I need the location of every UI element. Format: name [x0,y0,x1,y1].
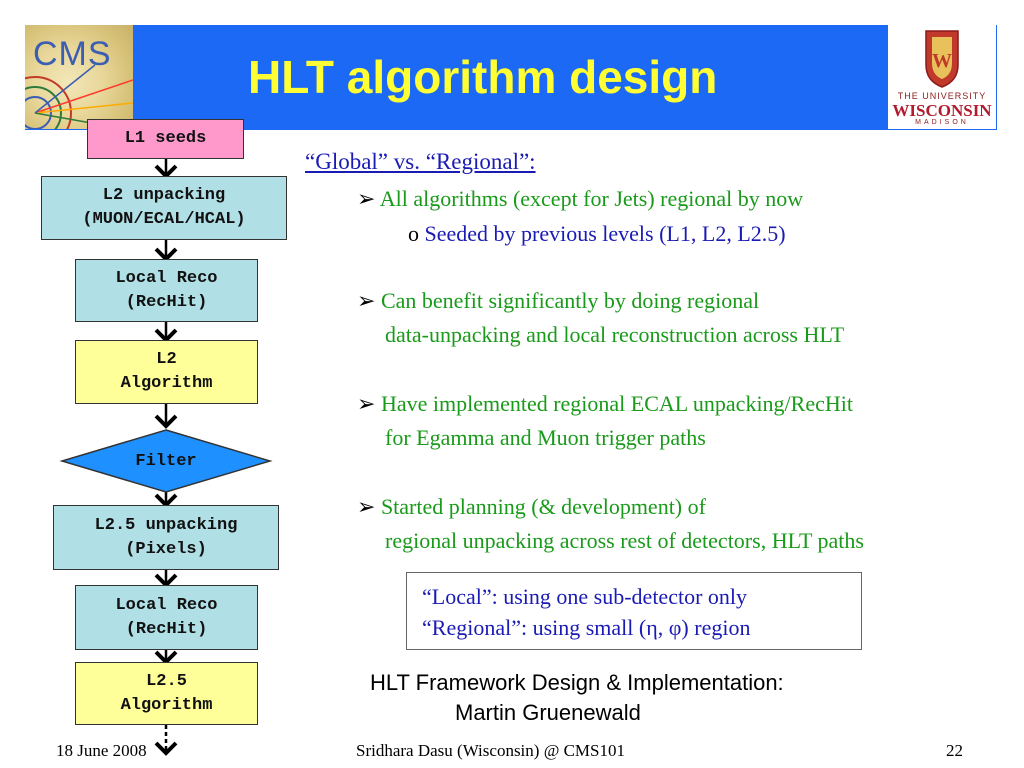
footer-page-number: 22 [946,741,963,760]
bullet-2 [357,288,759,314]
section-heading: “Global” vs. “Regional”: [305,149,536,174]
credit-line2: Martin Gruenewald [455,700,641,725]
l2-unpacking-line1: L2 unpacking [102,186,226,205]
l2-algorithm-line1: L2 [156,350,177,369]
local-reco-2-line1: Local Reco [115,595,218,615]
filter-box [106,449,226,475]
uw-line1: THE UNIVERSITY [897,91,987,101]
l2-unpacking-line2: (MUON/ECAL/HCAL) [82,210,246,229]
bullet-4-cont: regional unpacking across rest of detectors, HLT paths [385,528,864,553]
sub-bullet-1-text: Seeded by previous levels (L1, L2, L2.5) [424,221,786,246]
page-title: HLT algorithm design [248,51,718,103]
l1-seeds-label: L1 seeds [124,129,207,148]
filter-label: Filter [135,452,197,471]
l25-algorithm-box [75,662,258,725]
svg-text:W: W [932,50,952,72]
footer-author: Sridhara Dasu (Wisconsin) @ CMS101 [356,741,626,760]
local-reco-1-line1: Local Reco [115,268,218,288]
bullet-2-cont: data-unpacking and local reconstruction across HLT [385,322,845,347]
bullet-4-line1: Started planning (& development) of [380,494,706,519]
circle-bullet-icon: o [408,221,425,246]
bullet-4 [357,494,706,520]
l25-unpacking-box [53,505,279,570]
l25-algorithm-line1: L2.5 [146,671,187,691]
bullet-2-line1: Can benefit significantly by doing regional [380,288,760,313]
credit-line1: HLT Framework Design & Implementation: [370,670,784,695]
bullet-3-cont: for Egamma and Muon trigger paths [385,425,706,450]
arrow-bullet-icon: ➢ [357,288,381,313]
l25-algorithm-line2: Algorithm [120,695,213,715]
bullet-1-text: All algorithms (except for Jets) regional by now [379,186,804,211]
definition-local: “Local”: using one sub-detector only [422,584,748,609]
arrow-bullet-icon: ➢ [357,186,380,211]
cms-logo-text: CMS [33,35,112,73]
sub-bullet-1 [408,221,786,247]
l2-unpacking-box [41,176,287,240]
uw-line3: MADISON [915,119,969,126]
l1-seeds-box [87,119,244,159]
arrow-bullet-icon: ➢ [357,494,381,519]
local-reco-box-2 [75,585,258,650]
definitions-box [406,572,862,650]
footer-date: 18 June 2008 [56,741,147,760]
l2-algorithm-box [75,340,258,404]
bullet-3 [357,391,853,417]
arrow-bullet-icon: ➢ [357,391,381,416]
bullet-3-line1: Have implemented regional ECAL unpacking/RecHit [380,391,853,416]
l2-algorithm-line2: Algorithm [120,374,213,393]
uw-line2: WISCONSIN [892,101,992,120]
l25-unpacking-line1: L2.5 unpacking [94,515,238,535]
local-reco-2-line2: (RecHit) [125,619,208,639]
l25-unpacking-line2: (Pixels) [125,539,207,559]
local-reco-1-line2: (RecHit) [125,292,208,312]
local-reco-box-1 [75,259,258,322]
definition-regional: “Regional”: using small (η, φ) region [422,615,751,640]
bullet-1 [357,186,803,212]
